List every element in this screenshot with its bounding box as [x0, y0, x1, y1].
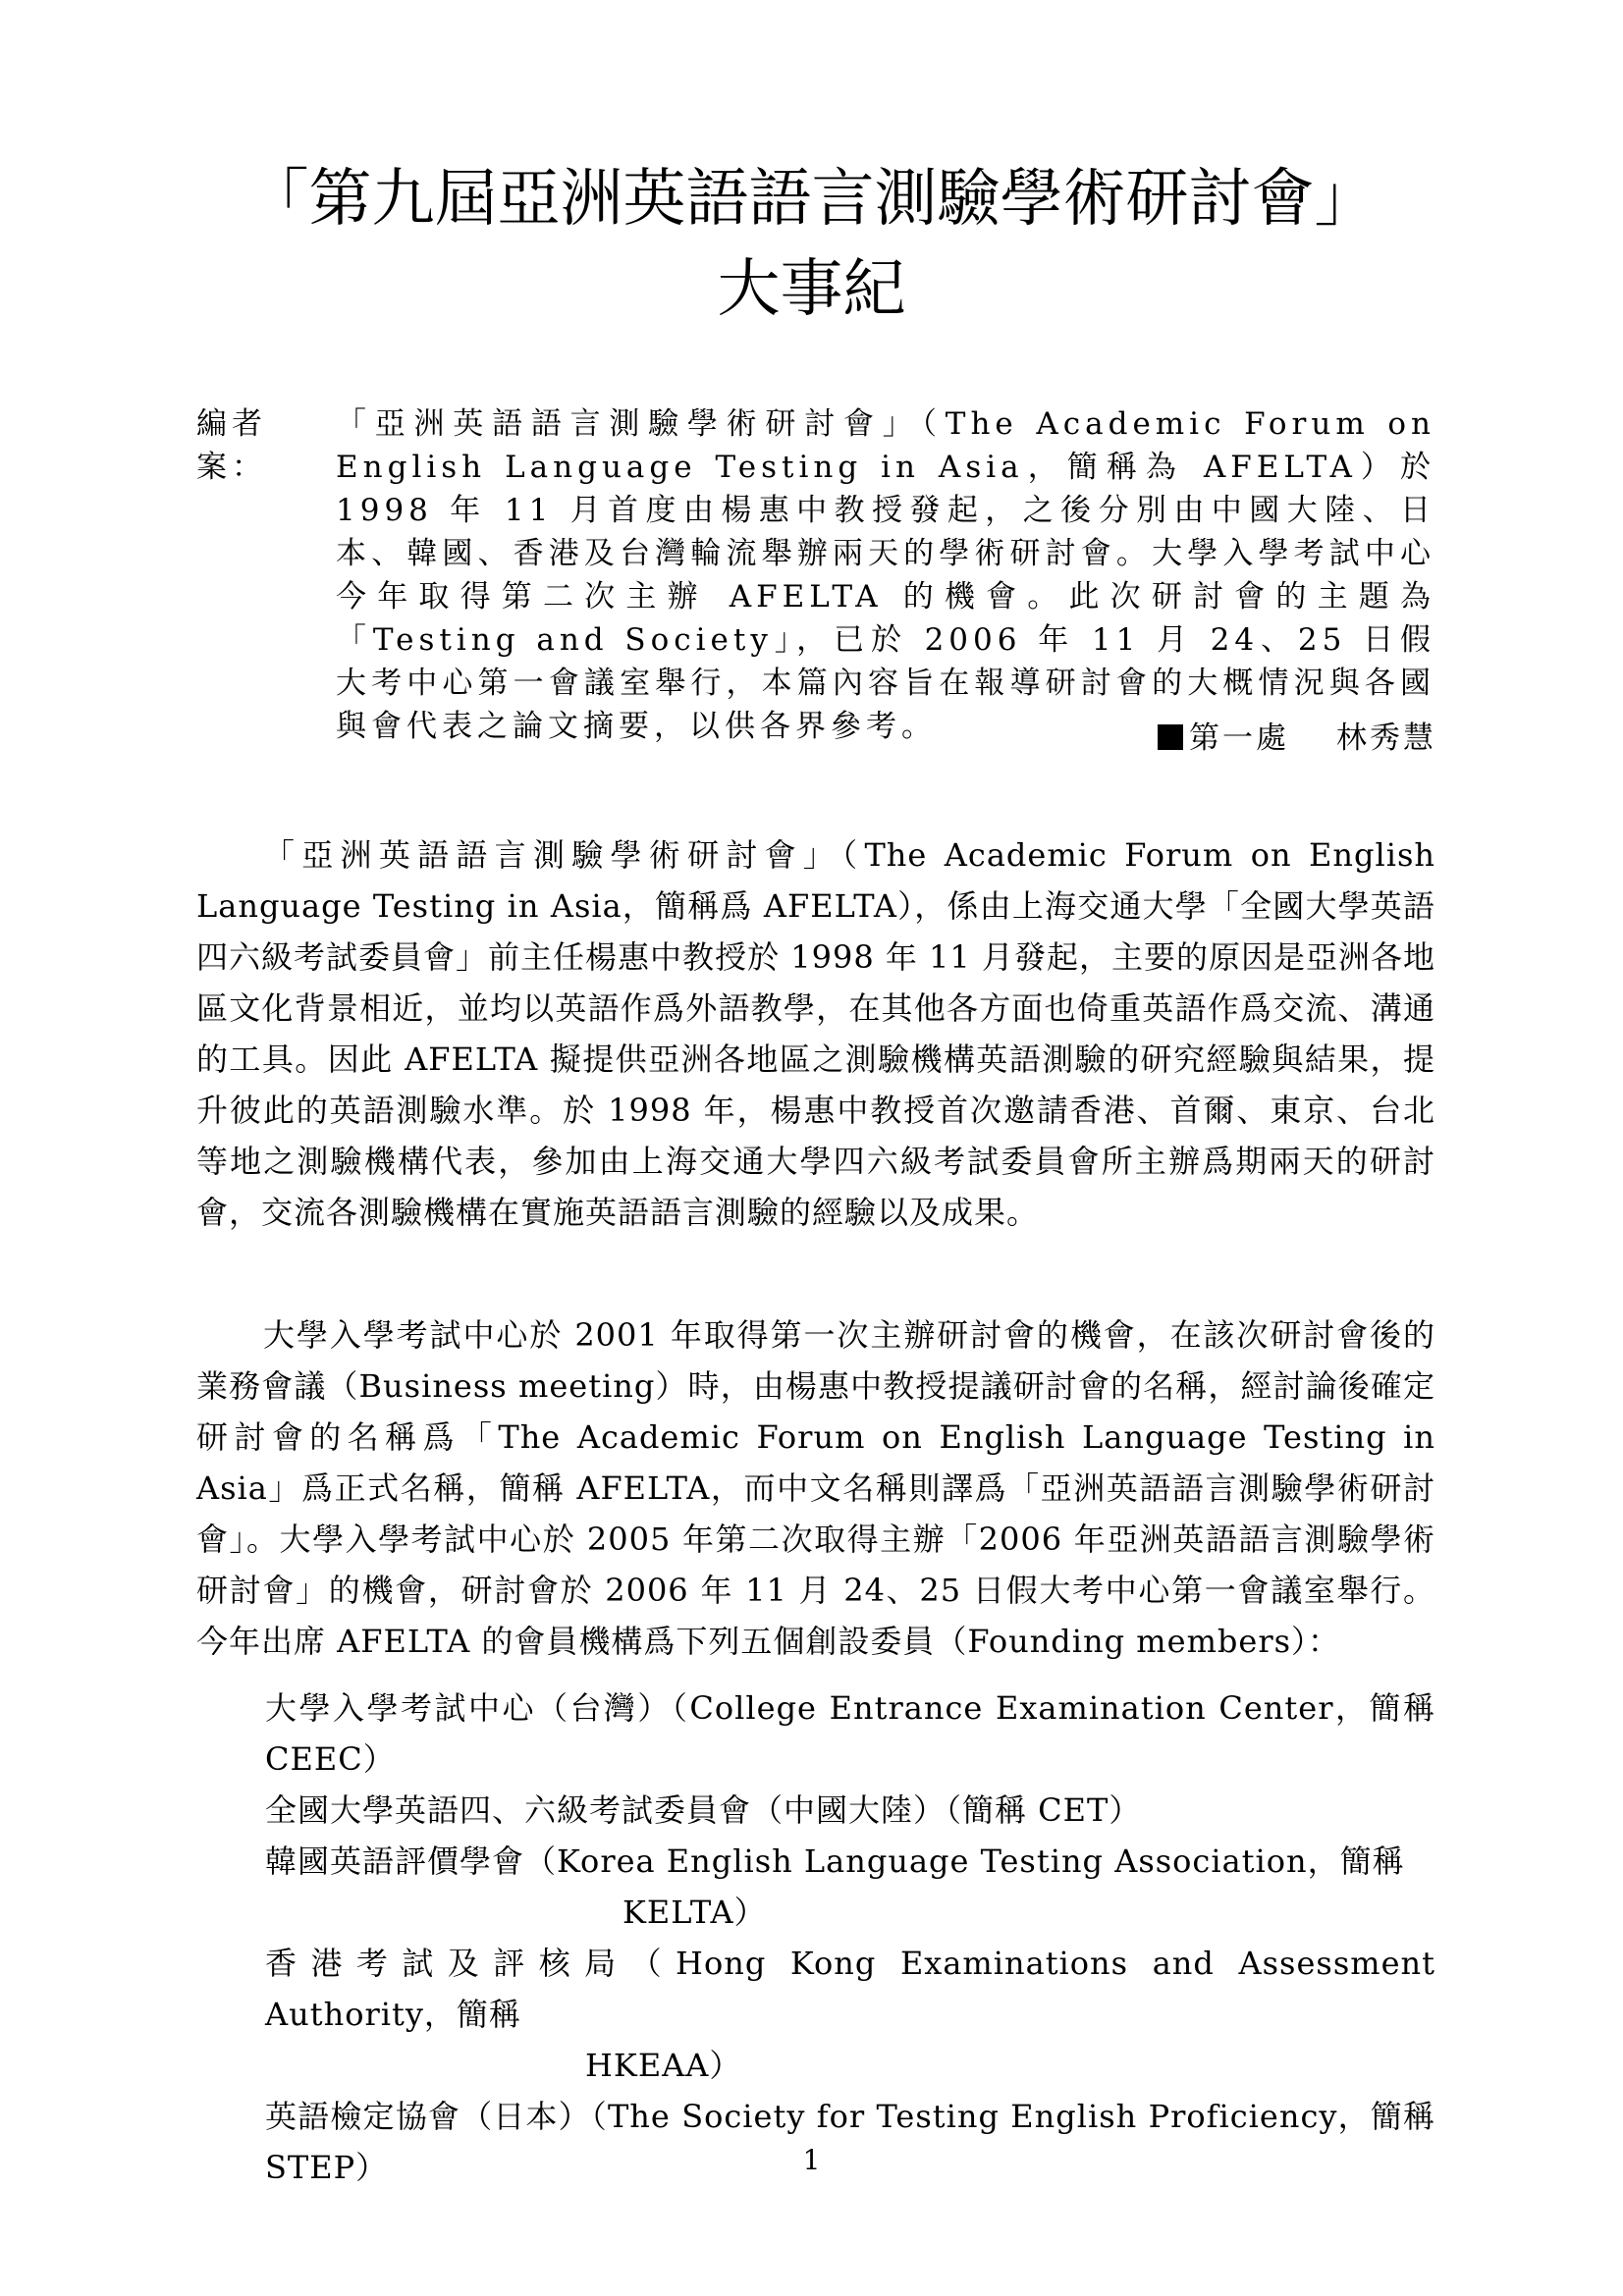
member-name-continued: KELTA） [622, 1894, 767, 1931]
byline [1158, 717, 1436, 760]
body-paragraph-1: 「亞洲英語語言測驗學術研討會」（The Academic Forum on English Language Testing in Asia，簡稱爲 AFELTA），係由上海交通大學「全國大學英語四六級考試委員會」前主任楊惠中教授於 1998 年 11 月發起，主要的原因是亞洲各地區文化背景相近，並均以英語作爲外語教學，在其他各方面也倚重英語作爲交流、溝通的工具。因此 AFELTA 擬提供亞洲各地區之測驗機構英語測驗的研究經驗與結果，提升彼此的英語測驗水準。於 1998 年，楊惠中教授首次邀請香港、首爾、東京、台北等地之測驗機構代表，參加由上海交通大學四六級考試委員會所主辦爲期兩天的研討會，交流各測驗機構在實施英語語言測驗的經驗以及成果。 [196, 836, 1435, 1231]
editor-note-text: 「亞洲英語語言測驗學術研討會」（The Academic Forum on English Language Testing in Asia，簡稱為 AFELTA）於 1998 年 11 月首度由楊惠中教授發起，之後分別由中國大陸、日本、韓國、香港及台灣輪流舉辦兩天的學術研討會。大學入學考試中心今年取得第二次主辦 AFELTA 的機會。此次研討會的主題為「Testing and Society」，已於 2006 年 11 月 24、25 日假大考中心第一會議室舉行，本篇內容旨在報導研討會的大概情況與各國與會代表之論文摘要，以供各界參考。 [336, 406, 1435, 744]
list-item [265, 1682, 1435, 1785]
byline-dept: 第一處 [1189, 721, 1289, 756]
founding-members-list [265, 1682, 1435, 2193]
list-item [265, 1785, 1435, 1836]
list-item [265, 1938, 1435, 2091]
member-name-continued: HKEAA） [585, 2047, 742, 2084]
member-name: 香港考試及評核局（Hong Kong Examinations and Assessment Authority，簡稱 [265, 1945, 1435, 2033]
page-number: 1 [802, 2144, 821, 2176]
member-name: 大學入學考試中心（台灣）（College Entrance Examination Center，簡稱 CEEC） [265, 1689, 1435, 1778]
member-name: 英語檢定協會（日本）（The Society for Testing English Proficiency，簡稱 STEP） [265, 2098, 1435, 2186]
list-item [265, 1836, 1435, 1938]
page-title-line1: 「第九屆亞洲英語語言測驗學術研討會」 [245, 163, 1378, 236]
byline-author: 林秀慧 [1336, 721, 1436, 756]
editor-note-label: 編者案： [196, 406, 267, 485]
member-name: 全國大學英語四、六級考試委員會（中國大陸）（簡稱 CET） [265, 1791, 1142, 1829]
member-name: 韓國英語評價學會（Korea English Language Testing Association，簡稱 [265, 1842, 1405, 1880]
black-square-icon [1158, 724, 1183, 750]
body-paragraph-2: 大學入學考試中心於 2001 年取得第一次主辦研討會的機會，在該次研討會後的業務會議（Business meeting）時，由楊惠中教授提議研討會的名稱，經討論後確定研討會的名稱爲「The Academic Forum on English Language Testing in Asia」爲正式名稱，簡稱 AFELTA，而中文名稱則譯爲「亞洲英語語言測驗學術研討會」。大學入學考試中心於 2005 年第二次取得主辦「2006 年亞洲英語語言測驗學術研討會」的機會，研討會於 2006 年 11 月 24、25 日假大考中心第一會議室舉行。今年出席 AFELTA 的會員機構爲下列五個創設委員（Founding members）： [196, 1316, 1435, 1660]
page-title-line2: 大事紀 [717, 253, 906, 326]
